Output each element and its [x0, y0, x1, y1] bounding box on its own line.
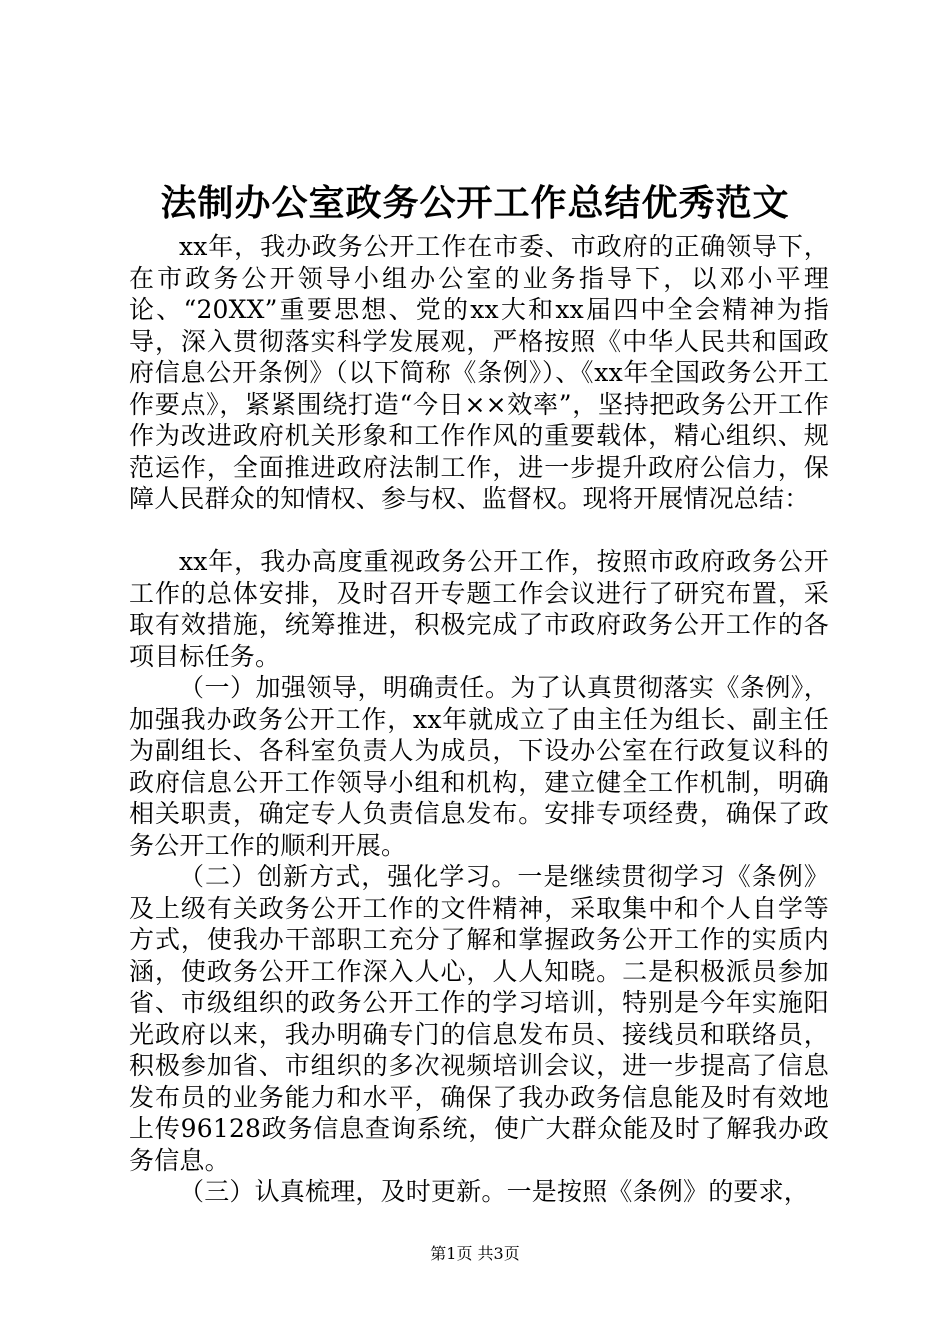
paragraph-section-1: （一）加强领导，明确责任。为了认真贯彻落实《条例》，加强我办政务公开工作，xx年就成立了由主任为组长、副主任为副组长、各科室负责人为成员，下设办公室在行政复议科的政府信息公开工作领导小组和机构，建立健全工作机制，明确相关职责，确定专人负责信息发布。安排专项经费，确保了政务公开工作的顺利开展。	[129, 673, 829, 860]
paragraph-section-3: （三）认真梳理，及时更新。一是按照《条例》的要求，	[179, 1177, 810, 1206]
paragraph-section-2: （二）创新方式，强化学习。一是继续贯彻学习《条例》及上级有关政务公开工作的文件精神，采取集中和个人自学等方式，使我办干部职工充分了解和掌握政务公开工作的实质内涵，使政务公开工作深入人心，人人知晓。二是积极派员参加省、市级组织的政务公开工作的学习培训，特别是今年实施阳光政府以来，我办明确专门的信息发布员、接线员和联络员，积极参加省、市组织的多次视频培训会议，进一步提高了信息发布员的业务能力和水平，确保了我办政务信息能及时有效地上传96128政务信息查询系统，使广大群众能及时了解我办政务信息。	[129, 862, 829, 1175]
document-body	[129, 231, 829, 1208]
page-number-footer: 第1页 共3页	[430, 1244, 520, 1263]
paragraph-intro: xx年，我办政务公开工作在市委、市政府的正确领导下，在市政务公开领导小组办公室的业务指导下，以邓小平理论、“20XX”重要思想、党的xx大和xx届四中全会精神为指导，深入贯彻落实科学发展观，严格按照《中华人民共和国政府信息公开条例》（以下简称《条例》）、《xx年全国政务公开工作要点》，紧紧围绕打造“今日××效率”，坚持把政务公开工作作为改进政府机关形象和工作作风的重要载体，精心组织、规范运作，全面推进政府法制工作，进一步提升政府公信力，保障人民群众的知情权、参与权、监督权。现将开展情况总结：	[129, 232, 829, 513]
paragraph-overview: xx年，我办高度重视政务公开工作，按照市政府政务公开工作的总体安排，及时召开专题工作会议进行了研究布置，采取有效措施，统筹推进，积极完成了市政府政务公开工作的各项目标任务。	[129, 547, 829, 671]
document-title: 法制办公室政务公开工作总结优秀范文	[160, 182, 790, 224]
